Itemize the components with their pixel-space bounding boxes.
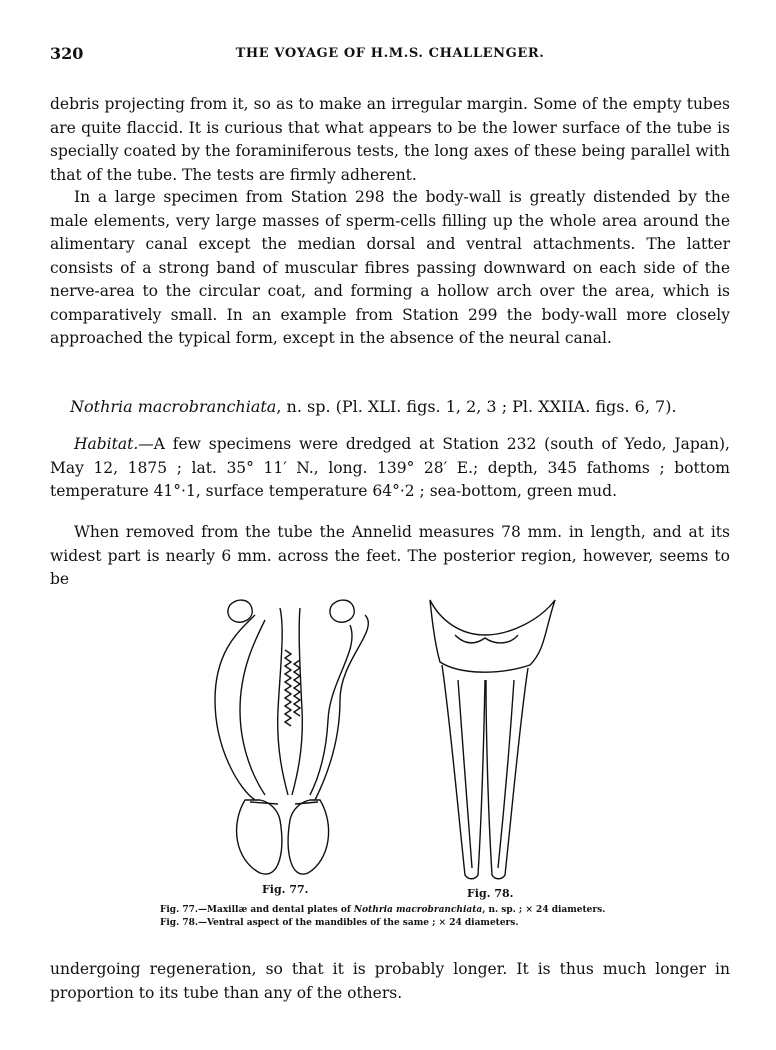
habitat-paragraph — [50, 433, 730, 504]
caption77-species: Nothria macrobranchiata — [353, 905, 483, 915]
paragraph-large-specimen: In a large specimen from Station 298 the body-wall is greatly distended by the male elements, very large masses of sperm-cells filling up the whole area around the alimentary canal except the median dorsal and ventral attachments. The latter consists of a strong band of muscular fibres passing downward on each side of the nerve-area to the circular coat, and forming a hollow arch over the area, which is comparatively small. In an example from Station 299 the body-wall more closely approached the typical form, except in the absence of the neural canal. — [50, 188, 730, 347]
mandibles-drawing — [430, 600, 555, 879]
figure-captions — [160, 904, 630, 930]
fig78-label: Fig. 78. — [467, 887, 514, 900]
page-number: 320 — [50, 44, 84, 63]
running-title: THE VOYAGE OF H.M.S. CHALLENGER. — [235, 46, 545, 61]
species-heading — [70, 397, 677, 416]
maxillae-drawing — [215, 600, 368, 874]
caption77-prefix: Fig. 77.—Maxillæ and dental plates of — [160, 905, 354, 915]
paragraph-regeneration: undergoing regeneration, so that it is probably longer. It is thus much longer in proportion to its tube than any of the others. — [50, 960, 730, 1002]
habitat-label: Habitat. — [74, 435, 139, 453]
paragraph-continuation: debris projecting from it, so as to make an irregular margin. Some of the empty tubes are quite flaccid. It is curious that what appears to be the lower surface of the tube is specially coated by the foraminiferous tests, the long axes of these being parallel with that of the tube. The tests are firmly adherent. — [50, 95, 730, 184]
fig77-label: Fig. 77. — [262, 883, 309, 896]
caption-fig78: Fig. 78.—Ventral aspect of the mandibles of the same ; × 24 diameters. — [160, 918, 519, 928]
species-name: Nothria macrobranchiata — [70, 397, 277, 416]
page-header — [50, 44, 730, 68]
species-reference: , n. sp. (Pl. XLI. figs. 1, 2, 3 ; Pl. XXIIA. figs. 6, 7). — [276, 397, 677, 416]
caption77-suffix: , n. sp. ; × 24 diameters. — [482, 905, 606, 915]
habitat-text: —A few specimens were dredged at Station 232 (south of Yedo, Japan), May 12, 1875 ; lat. 35° 11′ N., long. 139° 28′ E.; depth, 345 fathoms ; bottom temperature 41°·1, surface temperature 64°·2 ; sea-bottom, green mud. — [50, 435, 730, 500]
paragraph-measurements: When removed from the tube the Annelid measures 78 mm. in length, and at its widest part is nearly 6 mm. across the feet. The posterior region, however, seems to be — [50, 523, 730, 588]
caption-fig77 — [160, 904, 630, 917]
figure-illustration — [200, 590, 580, 910]
